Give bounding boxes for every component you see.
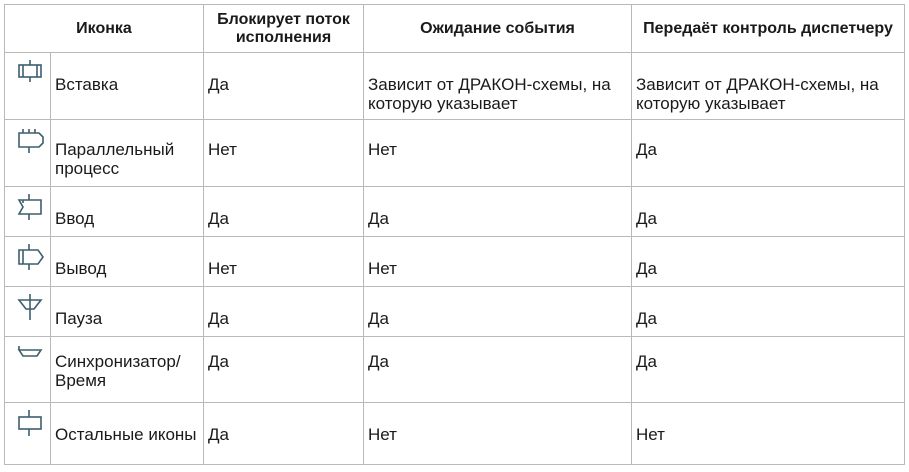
icon-cell xyxy=(5,287,51,337)
row-waits: Зависит от ДРАКОН-схемы, на которую указывает xyxy=(364,53,632,120)
table-row xyxy=(5,120,905,187)
row-blocks: Да xyxy=(204,53,364,120)
header-blocks: Блокирует поток исполнения xyxy=(204,5,364,53)
table-row xyxy=(5,237,905,287)
row-blocks: Да xyxy=(204,337,364,403)
row-name: Вывод xyxy=(51,237,204,287)
row-blocks: Да xyxy=(204,287,364,337)
row-passes: Да xyxy=(632,287,905,337)
row-waits: Нет xyxy=(364,120,632,187)
row-waits: Да xyxy=(364,187,632,237)
icon-cell xyxy=(5,187,51,237)
other-icons-icon xyxy=(16,410,46,436)
icon-cell xyxy=(5,120,51,187)
row-blocks: Да xyxy=(204,187,364,237)
row-name: Синхронизатор/ Время xyxy=(51,337,204,403)
row-waits: Нет xyxy=(364,403,632,465)
icon-cell xyxy=(5,337,51,403)
row-passes: Да xyxy=(632,337,905,403)
synchronizer-icon xyxy=(16,344,46,370)
row-blocks: Да xyxy=(204,403,364,465)
output-icon xyxy=(16,244,46,270)
row-name: Параллельный процесс xyxy=(51,120,204,187)
row-passes: Да xyxy=(632,120,905,187)
header-row xyxy=(5,5,905,53)
table-row xyxy=(5,53,905,120)
row-name: Ввод xyxy=(51,187,204,237)
input-icon xyxy=(16,194,46,220)
row-name: Вставка xyxy=(51,53,204,120)
parallel-process-icon xyxy=(16,127,46,153)
table-row xyxy=(5,287,905,337)
row-name: Пауза xyxy=(51,287,204,337)
row-name: Остальные иконы xyxy=(51,403,204,465)
header-waits: Ожидание события xyxy=(364,5,632,53)
row-blocks: Нет xyxy=(204,120,364,187)
row-waits: Нет xyxy=(364,237,632,287)
header-icon: Иконка xyxy=(5,5,204,53)
insertion-icon xyxy=(16,60,46,82)
row-passes: Да xyxy=(632,237,905,287)
icons-table xyxy=(4,4,905,465)
row-waits: Да xyxy=(364,287,632,337)
icon-cell xyxy=(5,237,51,287)
icon-cell xyxy=(5,403,51,465)
row-blocks: Нет xyxy=(204,237,364,287)
header-passes: Передаёт контроль диспетчеру xyxy=(632,5,905,53)
row-waits: Да xyxy=(364,337,632,403)
pause-icon xyxy=(16,294,46,320)
table-row xyxy=(5,337,905,403)
table-row xyxy=(5,403,905,465)
table-row xyxy=(5,187,905,237)
row-passes: Зависит от ДРАКОН-схемы, на которую указывает xyxy=(632,53,905,120)
row-passes: Да xyxy=(632,187,905,237)
row-passes: Нет xyxy=(632,403,905,465)
icon-cell xyxy=(5,53,51,120)
